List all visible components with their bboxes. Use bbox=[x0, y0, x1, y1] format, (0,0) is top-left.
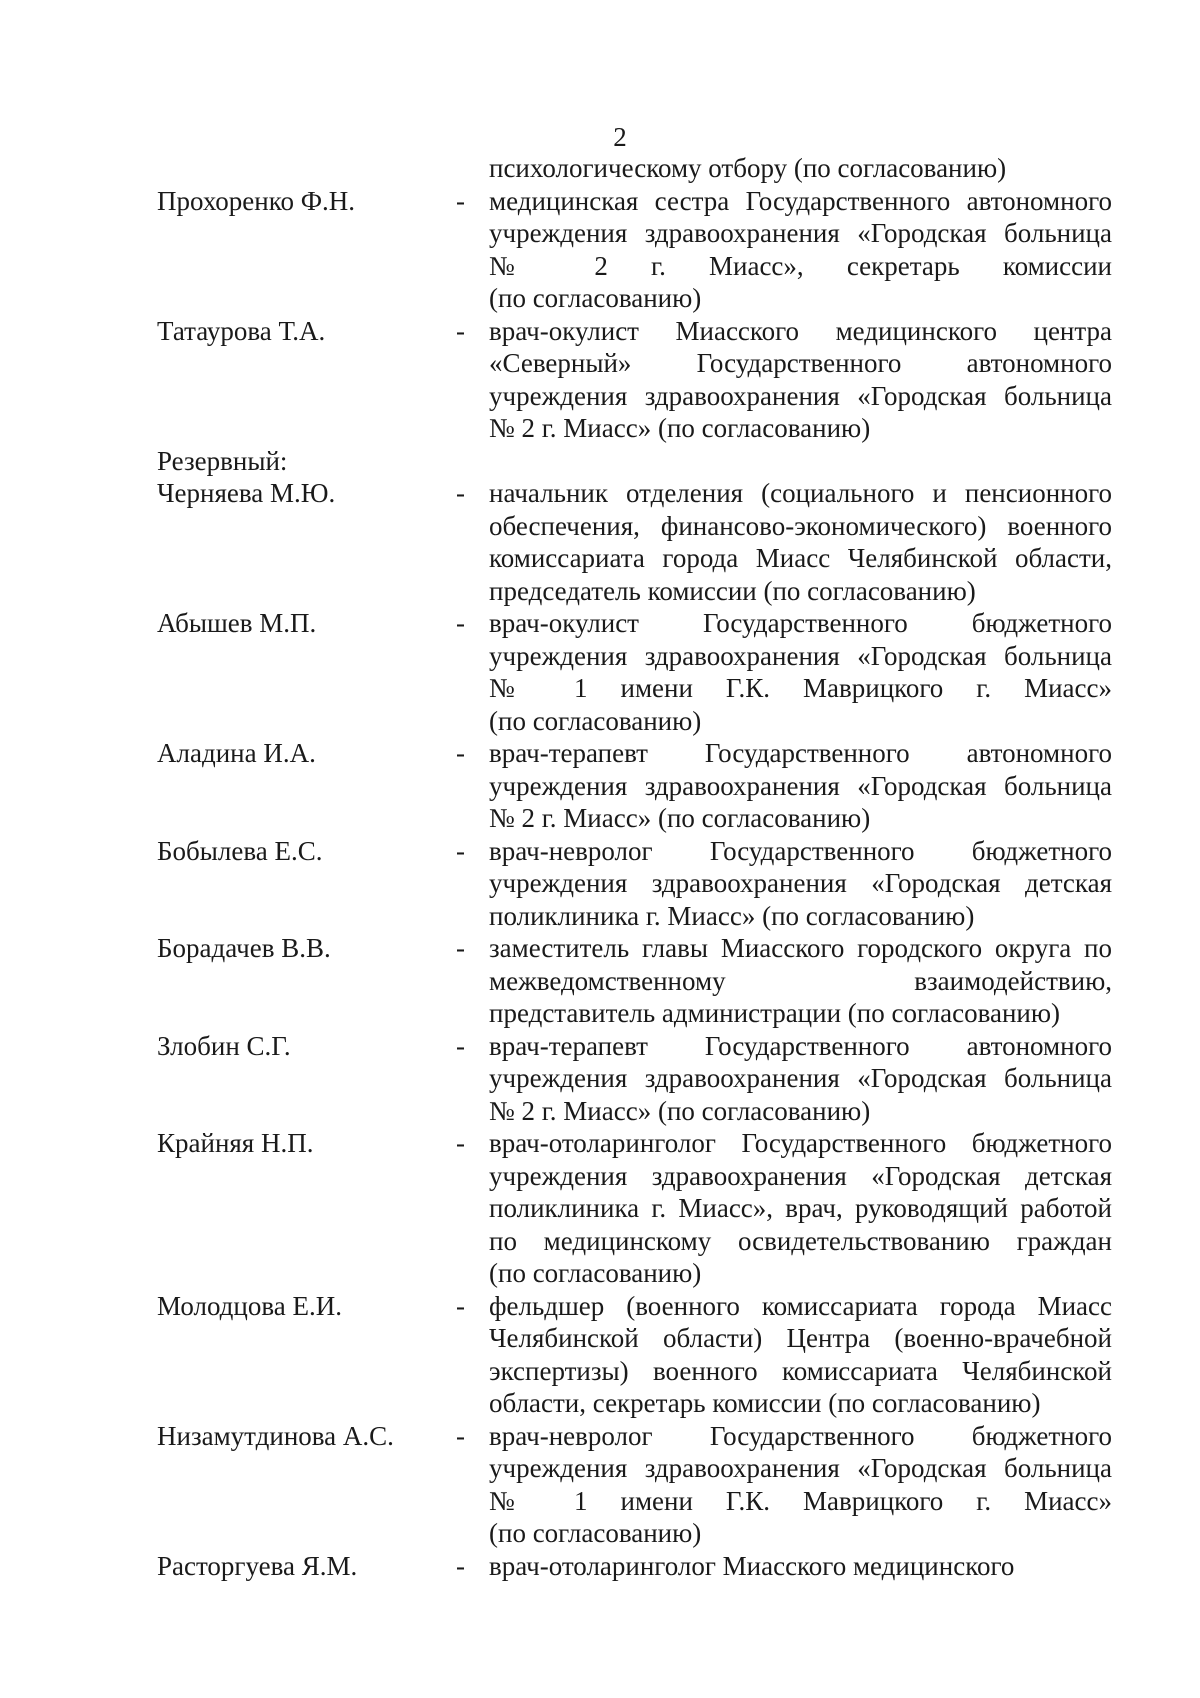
desc-line: (по согласованию) bbox=[489, 283, 702, 313]
desc-line: экспертизы) военного комиссариата Челябинской bbox=[489, 1355, 1112, 1386]
member-name: Расторгуева Я.М. bbox=[157, 1550, 358, 1581]
member-role bbox=[489, 1420, 1112, 1550]
continuation-entry bbox=[0, 152, 1200, 185]
desc-line: врач-отоларинголог Миасского медицинского bbox=[489, 1550, 1015, 1581]
desc-line: фельдшер (военного комиссариата города Миасс bbox=[489, 1290, 1112, 1321]
desc-line: врач-терапевт Государственного автономного bbox=[489, 1030, 1112, 1061]
member-role bbox=[489, 1550, 1112, 1583]
member-entry bbox=[0, 1420, 1200, 1550]
dash-separator: - bbox=[456, 835, 465, 866]
member-entry bbox=[0, 315, 1200, 445]
desc-line: врач-окулист Государственного бюджетного bbox=[489, 608, 1112, 638]
desc-line: начальник отделения (социального и пенсионного bbox=[489, 478, 1112, 508]
member-role bbox=[489, 1290, 1112, 1420]
member-name: Бобылева Е.С. bbox=[157, 835, 323, 866]
dash-separator: - bbox=[456, 1420, 465, 1451]
member-entry bbox=[0, 607, 1200, 737]
member-entry bbox=[0, 1030, 1200, 1128]
member-name: Низамутдинова А.С. bbox=[157, 1420, 394, 1451]
desc-line: межведомственному взаимодействию, bbox=[489, 965, 1112, 996]
desc-line: № 1 имени Г.К. Маврицкого г. Миасс» bbox=[489, 673, 1112, 703]
continuation-text bbox=[489, 152, 1112, 185]
desc-line: врач-невролог Государственного бюджетного bbox=[489, 1420, 1112, 1451]
member-entry bbox=[0, 835, 1200, 933]
member-name: Прохоренко Ф.Н. bbox=[157, 185, 356, 216]
dash-separator: - bbox=[456, 738, 465, 768]
desc-line: учреждения здравоохранения «Городская больница bbox=[489, 380, 1112, 411]
member-entry bbox=[0, 1550, 1200, 1583]
desc-line: врач-невролог Государственного бюджетного bbox=[489, 835, 1112, 866]
dash-separator: - bbox=[456, 933, 465, 963]
dash-separator: - bbox=[456, 185, 465, 216]
member-name: Аладина И.А. bbox=[157, 738, 316, 768]
desc-line: психологическому отбору (по согласованию) bbox=[489, 153, 1007, 183]
member-entry bbox=[0, 737, 1200, 835]
desc-line: врач-терапевт Государственного автономного bbox=[489, 738, 1112, 768]
dash-separator: - bbox=[456, 1290, 465, 1321]
member-role bbox=[489, 1127, 1112, 1290]
member-role bbox=[489, 607, 1112, 737]
desc-line: № 2 г. Миасс» (по согласованию) bbox=[489, 803, 871, 833]
desc-line: № 2 г. Миасс» (по согласованию) bbox=[489, 1095, 871, 1126]
desc-line: № 1 имени Г.К. Маврицкого г. Миасс» bbox=[489, 1485, 1112, 1516]
desc-line: по медицинскому освидетельствованию граждан bbox=[489, 1225, 1112, 1256]
desc-line: комиссариата города Миасс Челябинской области, bbox=[489, 543, 1112, 573]
desc-line: врач-окулист Миасского медицинского центра bbox=[489, 315, 1112, 346]
desc-line: (по согласованию) bbox=[489, 1258, 702, 1288]
desc-line: (по согласованию) bbox=[489, 1518, 702, 1548]
member-role bbox=[489, 932, 1112, 1030]
dash-separator: - bbox=[456, 1128, 465, 1158]
desc-line: (по согласованию) bbox=[489, 705, 702, 736]
desc-line: медицинская сестра Государственного автономного bbox=[489, 185, 1112, 216]
desc-line: учреждения здравоохранения «Городская больница bbox=[489, 640, 1112, 671]
dash-separator: - bbox=[456, 315, 465, 346]
member-name: Абышев М.П. bbox=[157, 608, 317, 638]
desc-line: врач-отоларинголог Государственного бюджетного bbox=[489, 1128, 1112, 1158]
page-number: 2 bbox=[613, 122, 627, 152]
members-list bbox=[0, 185, 1200, 445]
desc-line: обеспечения, финансово-экономического) военного bbox=[489, 510, 1112, 541]
desc-line: № 2 г. Миасс» (по согласованию) bbox=[489, 413, 871, 443]
desc-line: учреждения здравоохранения «Городская больница bbox=[489, 218, 1112, 248]
member-entry bbox=[0, 1127, 1200, 1290]
member-role bbox=[489, 737, 1112, 835]
reserve-list bbox=[0, 477, 1200, 1582]
member-name: Злобин С.Г. bbox=[157, 1030, 291, 1061]
desc-line: учреждения здравоохранения «Городская больница bbox=[489, 770, 1112, 801]
member-role bbox=[489, 315, 1112, 445]
dash-separator: - bbox=[456, 478, 465, 508]
dash-separator: - bbox=[456, 608, 465, 638]
desc-line: поликлиника г. Миасс», врач, руководящий работой bbox=[489, 1193, 1112, 1223]
member-entry bbox=[0, 1290, 1200, 1420]
desc-line: председатель комиссии (по согласованию) bbox=[489, 575, 976, 606]
member-entry bbox=[0, 932, 1200, 1030]
desc-line: «Северный» Государственного автономного bbox=[489, 348, 1112, 378]
member-role bbox=[489, 477, 1112, 607]
desc-line: поликлиника г. Миасс» (по согласованию) bbox=[489, 900, 975, 931]
dash-separator: - bbox=[456, 1030, 465, 1061]
desc-line: области, секретарь комиссии (по согласованию) bbox=[489, 1388, 1041, 1418]
desc-line: заместитель главы Миасского городского округа по bbox=[489, 933, 1112, 963]
member-role bbox=[489, 835, 1112, 933]
member-role bbox=[489, 185, 1112, 315]
member-name: Татаурова Т.А. bbox=[157, 315, 326, 346]
desc-line: № 2 г. Миасс», секретарь комиссии bbox=[489, 250, 1112, 281]
commission-list bbox=[0, 152, 1200, 1582]
dash-separator: - bbox=[456, 1550, 465, 1581]
member-name: Борадачев В.В. bbox=[157, 933, 331, 963]
desc-line: учреждения здравоохранения «Городская больница bbox=[489, 1453, 1112, 1483]
desc-line: представитель администрации (по согласованию) bbox=[489, 998, 1061, 1028]
member-name: Молодцова Е.И. bbox=[157, 1290, 342, 1321]
desc-line: Челябинской области) Центра (военно-врачебной bbox=[489, 1323, 1112, 1353]
member-name: Черняева М.Ю. bbox=[157, 478, 336, 508]
reserve-heading: Резервный: bbox=[157, 445, 288, 476]
desc-line: учреждения здравоохранения «Городская детская bbox=[489, 1160, 1112, 1191]
member-role bbox=[489, 1030, 1112, 1128]
member-name: Крайняя Н.П. bbox=[157, 1128, 314, 1158]
member-entry bbox=[0, 477, 1200, 607]
member-entry bbox=[0, 185, 1200, 315]
desc-line: учреждения здравоохранения «Городская больница bbox=[489, 1063, 1112, 1093]
desc-line: учреждения здравоохранения «Городская детская bbox=[489, 868, 1112, 898]
